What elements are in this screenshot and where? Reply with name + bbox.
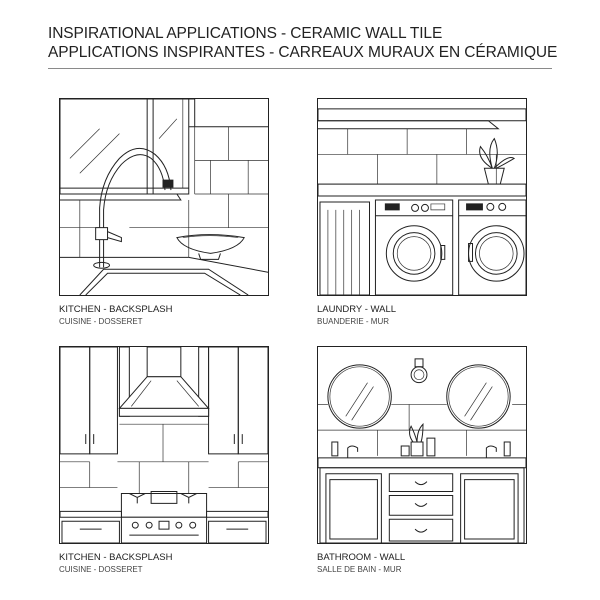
caption-laundry — [317, 304, 547, 327]
caption-french: SALLE DE BAIN - MUR — [317, 565, 402, 574]
caption-kitchen-sink — [59, 304, 289, 327]
caption-kitchen-range — [59, 552, 289, 575]
caption-english: BATHROOM - WALL — [317, 552, 406, 563]
caption-english: LAUNDRY - WALL — [317, 304, 397, 315]
caption-english: KITCHEN - BACKSPLASH — [59, 552, 173, 563]
caption-french: BUANDERIE - MUR — [317, 317, 390, 326]
kitchen-range-illustration — [59, 346, 269, 544]
bathroom-vanity-illustration — [317, 346, 527, 544]
page-header — [48, 24, 558, 62]
title-english: INSPIRATIONAL APPLICATIONS - CERAMIC WALL TILE — [48, 25, 443, 42]
kitchen-sink-illustration — [59, 98, 269, 296]
laundry-room-illustration — [317, 98, 527, 296]
caption-bathroom — [317, 552, 547, 575]
caption-french: CUISINE - DOSSERET — [59, 565, 143, 574]
title-french: APPLICATIONS INSPIRANTES - CARREAUX MURAUX EN CÉRAMIQUE — [48, 44, 558, 61]
header-divider — [48, 68, 552, 69]
caption-english: KITCHEN - BACKSPLASH — [59, 304, 173, 315]
caption-french: CUISINE - DOSSERET — [59, 317, 143, 326]
